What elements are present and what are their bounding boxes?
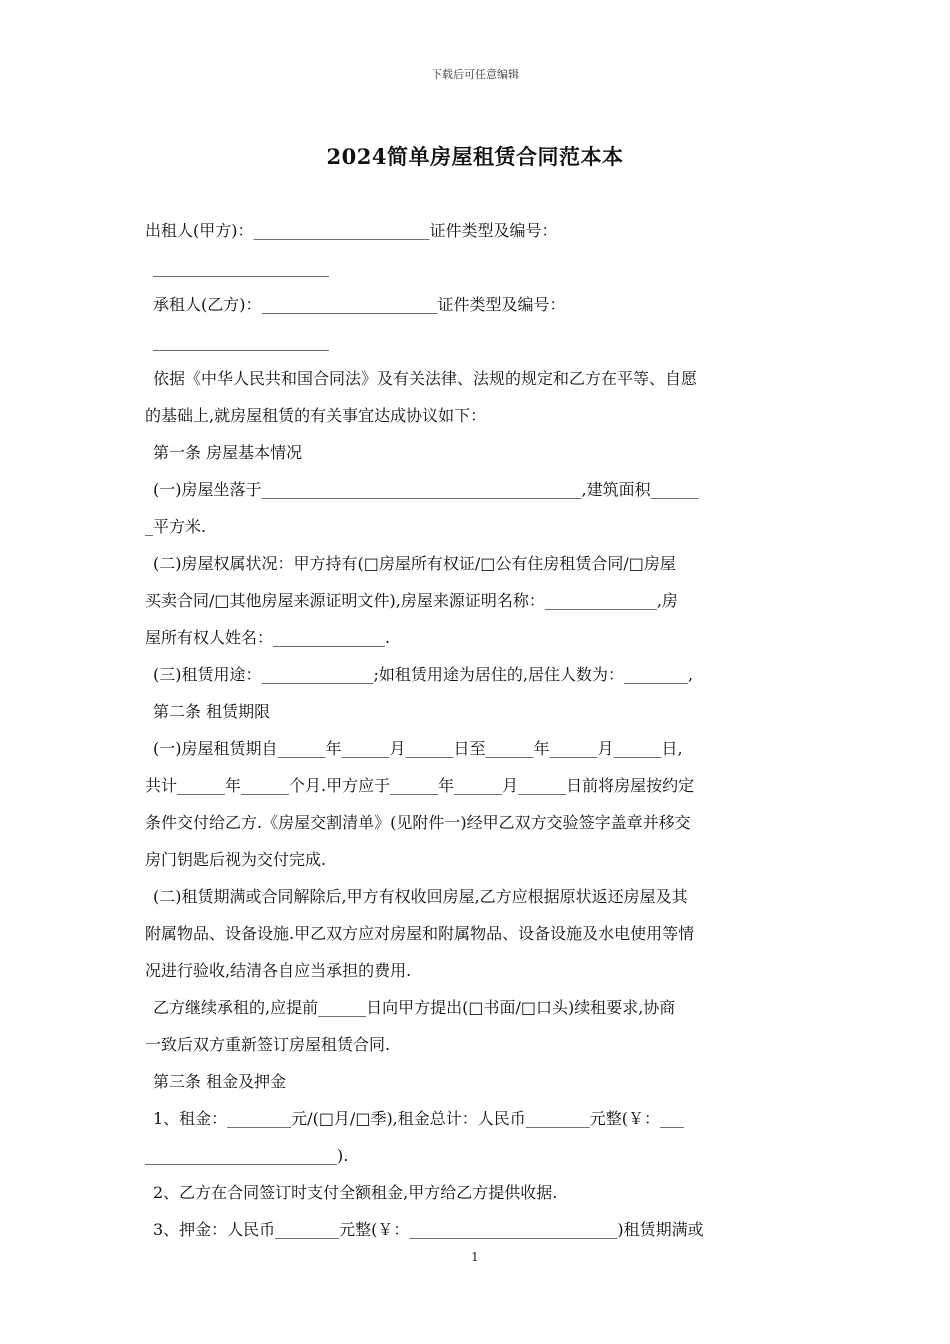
document-line: (一)房屋坐落于________________________________________,建筑面积______ xyxy=(153,480,699,499)
document-line: 买卖合同/□其他房屋来源证明文件),房屋来源证明名称：______________,房 xyxy=(145,591,678,610)
document-title: 2024简单房屋租赁合同范本本 xyxy=(326,144,624,169)
document-line: (三)租赁用途：______________;如租赁用途为居住的,居住人数为：________, xyxy=(153,665,694,684)
document-line: 1、租金：________元/(□月/□季),租金总计：人民币________元整(￥：___ xyxy=(153,1109,685,1128)
document-line: 2、乙方在合同签订时支付全额租金,甲方给乙方提供收据. xyxy=(153,1183,558,1202)
document-line: 出租人(甲方)：______________________证件类型及编号： xyxy=(145,221,558,240)
document-line: 第一条 房屋基本情况 xyxy=(153,443,303,462)
document-line: 一致后双方重新签订房屋租赁合同. xyxy=(145,1035,391,1054)
document-line: 第三条 租金及押金 xyxy=(153,1072,287,1091)
document-line: 依据《中华人民共和国合同法》及有关法律、法规的规定和乙方在平等、自愿 xyxy=(153,369,698,388)
document-line: 第二条 租赁期限 xyxy=(153,702,271,721)
document-line: 共计______年______个月.甲方应于______年______月______日前将房屋按约定 xyxy=(145,776,695,795)
document-body xyxy=(145,212,810,1248)
document-line: 房门钥匙后视为交付完成. xyxy=(145,850,327,869)
document-line: 况进行验收,结清各自应当承担的费用. xyxy=(145,961,412,980)
document-line: (二)房屋权属状况：甲方持有(□房屋所有权证/□公有住房租赁合同/□房屋 xyxy=(153,554,676,573)
document-line: (一)房屋租赁期自______年______月______日至______年______月______日, xyxy=(153,739,683,758)
document-line: (二)租赁期满或合同解除后,甲方有权收回房屋,乙方应根据原状返还房屋及其 xyxy=(153,887,688,906)
document-line: 条件交付给乙方.《房屋交割清单》(见附件一)经甲乙双方交验签字盖章并移交 xyxy=(145,813,691,832)
page-number: 1 xyxy=(471,1250,479,1264)
document-line: ______________________ xyxy=(153,332,329,351)
document-line: 3、押金：人民币________元整(￥：__________________________)租赁期满或 xyxy=(153,1220,704,1239)
header-note: 下载后可任意编辑 xyxy=(431,68,519,81)
document-line: ______________________ xyxy=(153,258,329,277)
document-line: 乙方继续承租的,应提前______日向甲方提出(□书面/□口头)续租要求,协商 xyxy=(153,998,676,1017)
document-line: 附属物品、设备设施.甲乙双方应对房屋和附属物品、设备设施及水电使用等情 xyxy=(145,924,695,943)
document-line: 的基础上,就房屋租赁的有关事宜达成协议如下： xyxy=(145,406,487,425)
document-line: 承租人(乙方)：______________________证件类型及编号： xyxy=(153,295,566,314)
document-line: ________________________). xyxy=(145,1146,349,1165)
document-line: 屋所有权人姓名：______________. xyxy=(145,628,391,647)
document-line: _平方米. xyxy=(145,517,207,536)
